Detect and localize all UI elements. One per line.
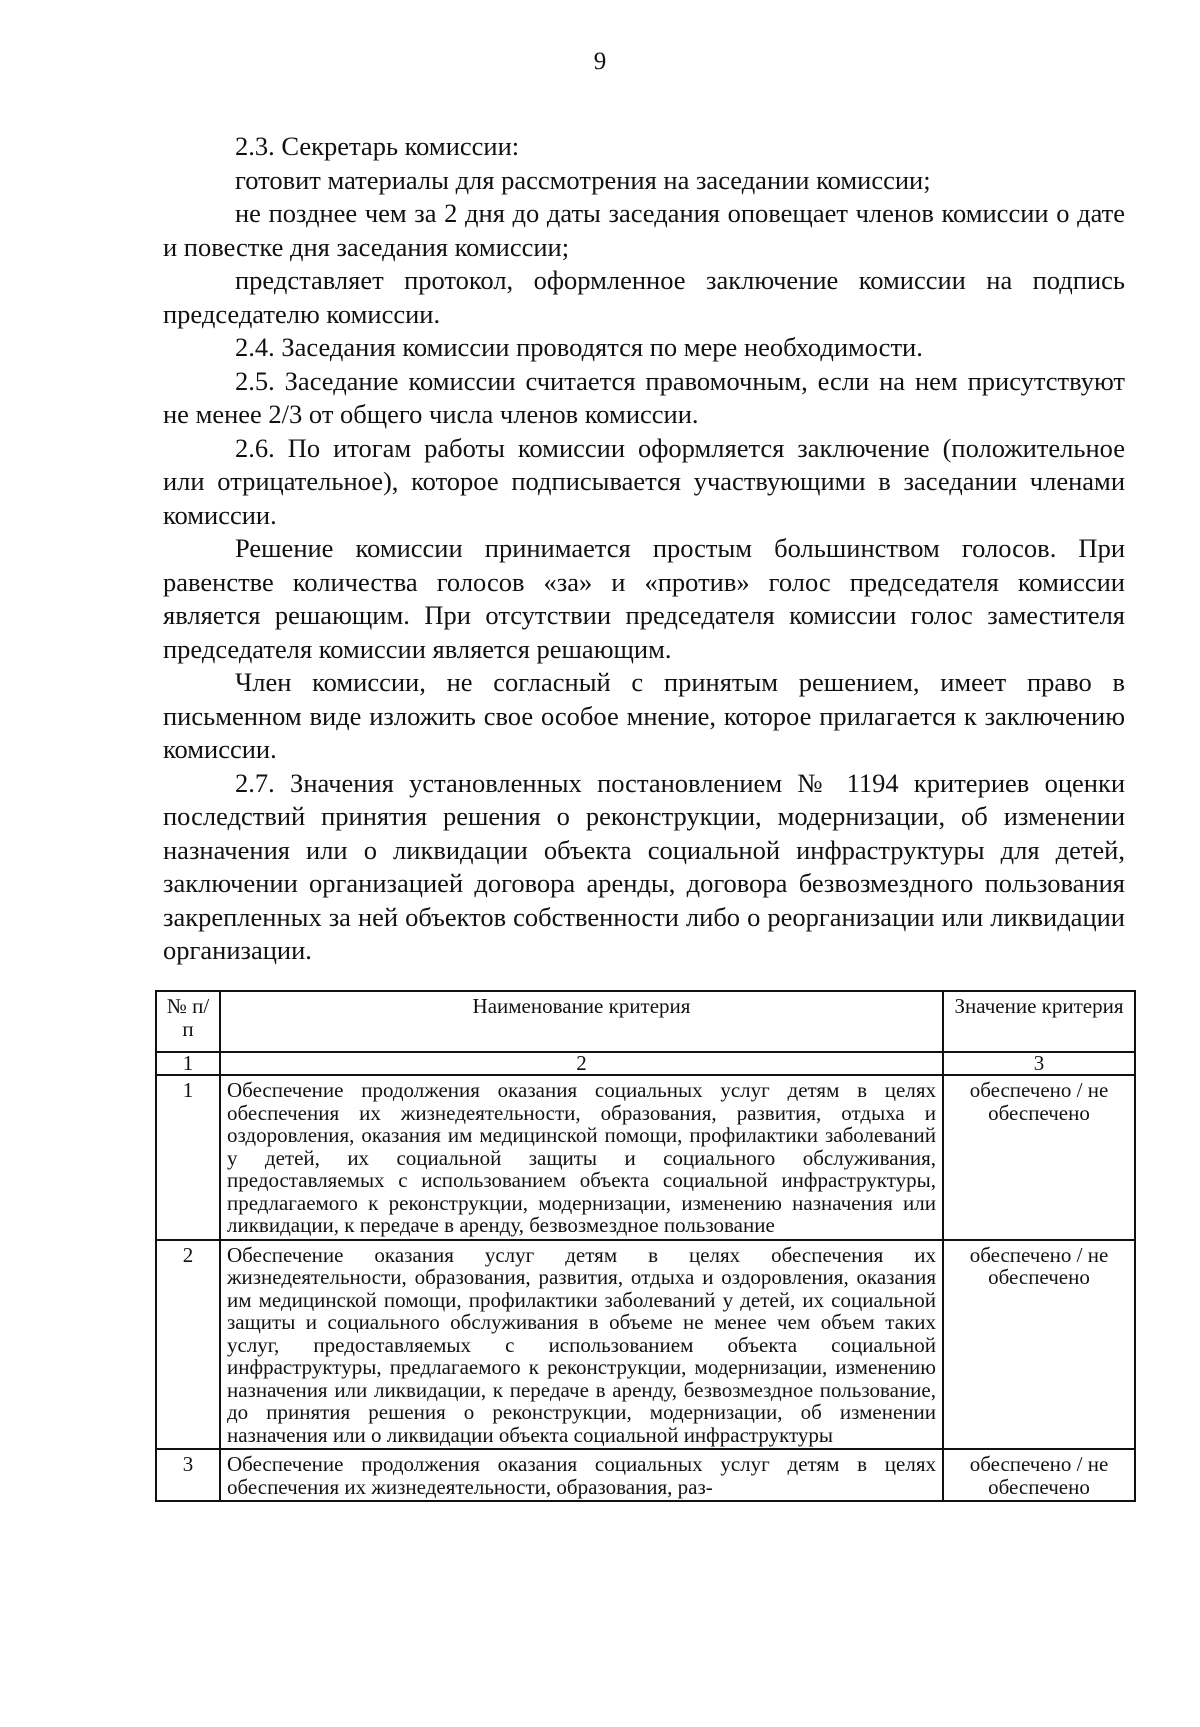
paragraph-2-4: 2.4. Заседания комиссии проводятся по мере необходимости.: [235, 332, 923, 362]
page-number: 9: [593, 48, 607, 75]
header-criterion-value: Значение критерия: [943, 991, 1135, 1052]
body-text: [163, 130, 1125, 968]
index-cell: 3: [943, 1052, 1135, 1075]
header-criterion-name: Наименование критерия: [220, 991, 943, 1052]
index-cell: 1: [156, 1052, 220, 1075]
table-row: [156, 1240, 1135, 1450]
paragraph-2-3: 2.3. Секретарь комиссии:: [235, 131, 520, 161]
criteria-table: [155, 990, 1136, 1502]
row-criterion-name: Обеспечение оказания услуг детям в целях обеспечения их жизнедеятельности, образования, развития, отдыха и оздоровления, оказания им медицинской помощи, профилактики заболеваний у детей, их социальной защиты и социального обслуживания в объеме не менее чем объем таких услуг, предоставляемых с использованием объекта социальной инфраструктуры, предлагаемого к реконструкции, модернизации, изменению назначения или ликвидации, к передаче в аренду, безвозмездное пользование, до принятия решения о реконструкции, модернизации, об изменении назначения или о ликвидации объекта социальной инфраструктуры: [220, 1240, 943, 1450]
table-row: [156, 1075, 1135, 1240]
row-criterion-value: обеспечено / не обеспечено: [943, 1449, 1135, 1501]
row-number: 2: [156, 1240, 220, 1450]
row-number: 3: [156, 1449, 220, 1501]
row-criterion-name: Обеспечение продолжения оказания социальных услуг детям в целях обеспечения их жизнедеятельности, образования, развития, отдыха и оздоровления, оказания им медицинской помощи, профилактики заболеваний у детей, их социальной защиты и социального обслуживания, предоставляемых с использованием объекта социальной инфраструктуры, предлагаемого к реконструкции, модернизации, изменению назначения или ликвидации, к передаче в аренду, безвозмездное пользование: [220, 1075, 943, 1240]
paragraph-2-5: 2.5. Заседание комиссии считается правомочным, если на нем присутствуют не менее 2/3 от общего числа членов комиссии.: [163, 365, 1125, 429]
table-header-row: [156, 991, 1135, 1052]
row-number: 1: [156, 1075, 220, 1240]
table-index-row: [156, 1052, 1135, 1075]
index-cell: 2: [220, 1052, 943, 1075]
header-number: № п/п: [156, 991, 220, 1052]
row-criterion-name: Обеспечение продолжения оказания социальных услуг детям в целях обеспечения их жизнедеятельности, образования, раз-: [220, 1449, 943, 1501]
table-row: [156, 1449, 1135, 1501]
paragraph-decision: Решение комиссии принимается простым большинством голосов. При равенстве количества голосов «за» и «против» голос председателя комиссии является решающим. При отсутствии председателя комиссии голос заместителя председателя комиссии является решающим.: [163, 533, 1125, 664]
paragraph-2-6: 2.6. По итогам работы комиссии оформляется заключение (положительное или отрицательное), которое подписывается участвующими в заседании членами комиссии.: [163, 432, 1125, 530]
row-criterion-value: обеспечено / не обеспечено: [943, 1075, 1135, 1240]
paragraph-dissenting-opinion: Член комиссии, не согласный с принятым решением, имеет право в письменном виде изложить свое особое мнение, которое прилагается к заключению комиссии.: [163, 667, 1125, 764]
row-criterion-value: обеспечено / не обеспечено: [943, 1240, 1135, 1450]
paragraph-notifies-members: не позднее чем за 2 дня до даты заседания оповещает членов комиссии о дате и повестке дня заседания комиссии;: [163, 198, 1125, 262]
paragraph-prepares-materials: готовит материалы для рассмотрения на заседании комиссии;: [235, 164, 931, 195]
paragraph-presents-protocol: представляет протокол, оформленное заключение комиссии на подпись председателю комиссии.: [163, 265, 1125, 329]
paragraph-2-7: 2.7. Значения установленных постановлением № 1194 критериев оценки последствий принятия решения о реконструкции, модернизации, об изменении назначения или о ликвидации объекта социальной инфраструктуры для детей, заключении организацией договора аренды, договора безвозмездного пользования закрепленных за ней объектов собственности либо о реорганизации или ликвидации организации.: [163, 767, 1125, 965]
